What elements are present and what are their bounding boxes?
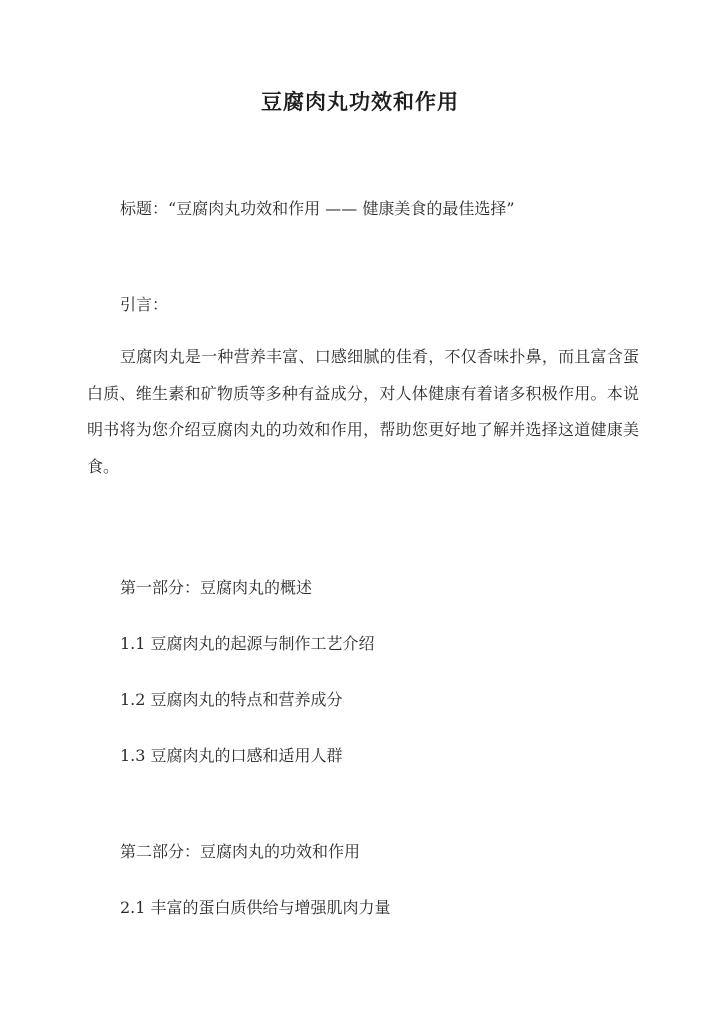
intro-paragraph: 豆腐肉丸是一种营养丰富、口感细腻的佳肴，不仅香味扑鼻，而且富含蛋白质、维生素和矿物质等多种有益成分，对人体健康有着诸多积极作用。本说明书将为您介绍豆腐肉丸的功效和作用，帮助您更好地了解并选择这道健康美食。 bbox=[87, 347, 639, 476]
section-heading-part2: 第二部分：豆腐肉丸的功效和作用 bbox=[120, 842, 361, 861]
document-title: 豆腐肉丸功效和作用 bbox=[261, 89, 459, 114]
list-item: 1.1 豆腐肉丸的起源与制作工艺介绍 bbox=[120, 634, 375, 653]
section-heading-part1: 第一部分：豆腐肉丸的概述 bbox=[120, 578, 313, 597]
subtitle-line: 标题：“豆腐肉丸功效和作用 —— 健康美食的最佳选择” bbox=[120, 199, 515, 218]
list-item: 2.1 丰富的蛋白质供给与增强肌肉力量 bbox=[120, 898, 391, 917]
list-item: 1.3 豆腐肉丸的口感和适用人群 bbox=[120, 746, 343, 765]
list-item: 1.2 豆腐肉丸的特点和营养成分 bbox=[120, 690, 343, 709]
intro-label: 引言： bbox=[120, 295, 169, 314]
